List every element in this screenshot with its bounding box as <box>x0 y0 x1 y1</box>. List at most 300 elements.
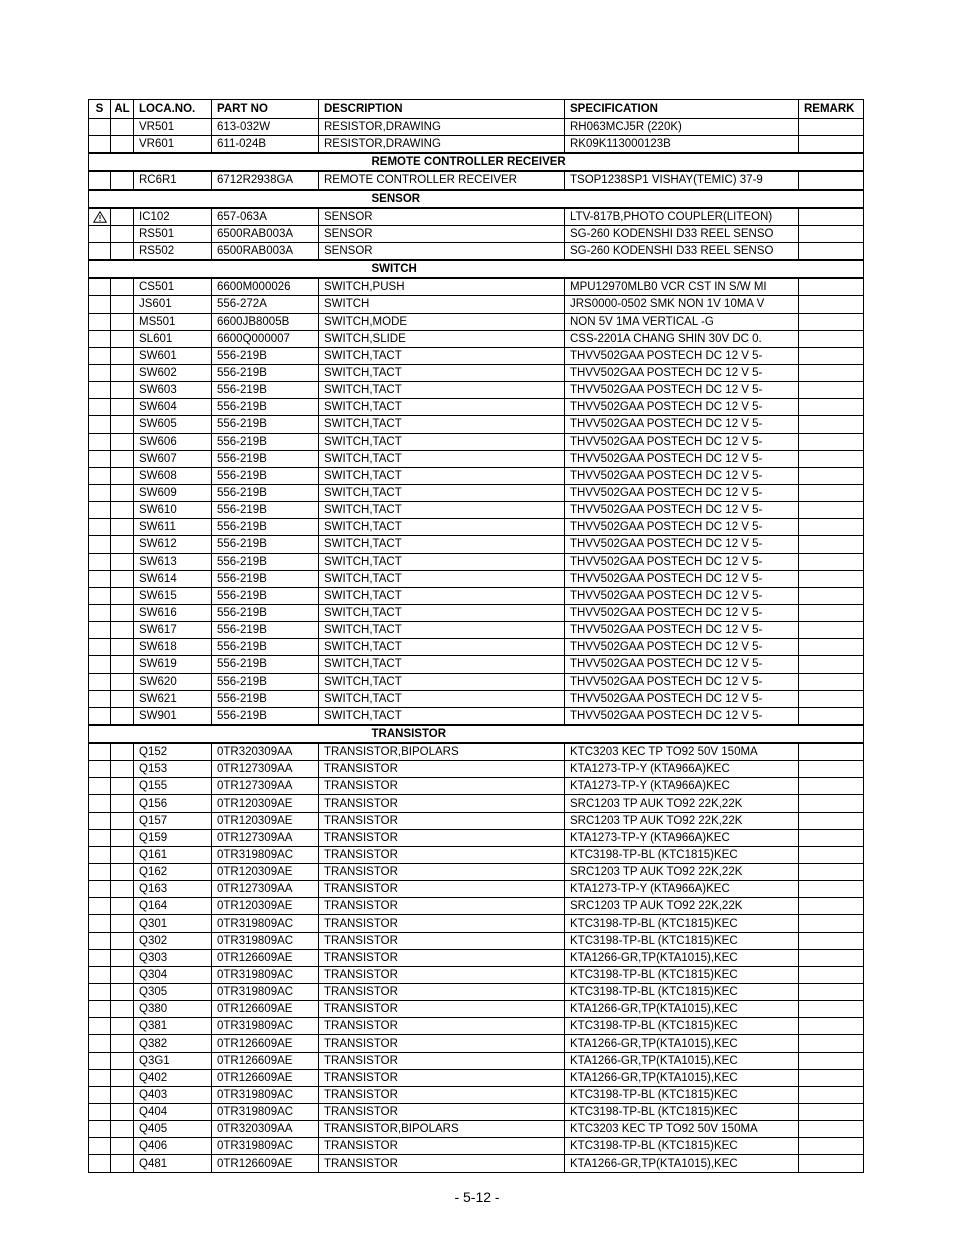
section-left-cell <box>89 725 134 743</box>
safety-cell <box>89 519 111 536</box>
loca-no-cell: SW618 <box>134 639 212 656</box>
table-row <box>89 347 864 364</box>
table-row <box>89 1035 864 1052</box>
al-cell <box>111 330 134 347</box>
specification-cell: THVV502GAA POSTECH DC 12 V 5- <box>565 604 799 621</box>
part-no-cell: 0TR319809AC <box>212 1104 319 1121</box>
safety-cell <box>89 690 111 707</box>
description-cell: TRANSISTOR <box>319 1138 565 1155</box>
safety-cell <box>89 966 111 983</box>
al-cell <box>111 707 134 725</box>
part-no-cell: 556-219B <box>212 484 319 501</box>
loca-no-cell: SW602 <box>134 364 212 381</box>
al-cell <box>111 347 134 364</box>
table-row <box>89 846 864 863</box>
al-cell <box>111 208 134 226</box>
specification-cell: THVV502GAA POSTECH DC 12 V 5- <box>565 364 799 381</box>
section-left-cell <box>89 190 134 208</box>
remark-cell <box>799 881 864 898</box>
specification-cell: SRC1203 TP AUK TO92 22K,22K <box>565 864 799 881</box>
specification-cell: THVV502GAA POSTECH DC 12 V 5- <box>565 484 799 501</box>
al-cell <box>111 829 134 846</box>
al-cell <box>111 313 134 330</box>
part-no-cell: 556-219B <box>212 622 319 639</box>
table-row <box>89 778 864 795</box>
loca-no-cell: IC102 <box>134 208 212 226</box>
specification-cell: THVV502GAA POSTECH DC 12 V 5- <box>565 536 799 553</box>
table-row <box>89 136 864 154</box>
part-no-cell: 0TR319809AC <box>212 984 319 1001</box>
table-row <box>89 1052 864 1069</box>
table-row <box>89 881 864 898</box>
loca-no-cell: CS501 <box>134 278 212 296</box>
table-row <box>89 639 864 656</box>
loca-no-cell: Q301 <box>134 915 212 932</box>
specification-cell: KTC3198-TP-BL (KTC1815)KEC <box>565 1086 799 1103</box>
section-left-cell <box>89 260 134 278</box>
safety-cell <box>89 225 111 242</box>
remark-cell <box>799 1138 864 1155</box>
loca-no-cell: VR601 <box>134 136 212 154</box>
loca-no-cell: Q3G1 <box>134 1052 212 1069</box>
loca-no-cell: JS601 <box>134 296 212 313</box>
description-cell: SWITCH,TACT <box>319 639 565 656</box>
warning-triangle-icon <box>93 211 107 223</box>
table-row <box>89 242 864 260</box>
specification-cell: KTC3203 KEC TP TO92 50V 150MA <box>565 1121 799 1138</box>
safety-cell <box>89 1155 111 1172</box>
al-cell <box>111 242 134 260</box>
safety-cell <box>89 119 111 136</box>
al-cell <box>111 119 134 136</box>
al-cell <box>111 673 134 690</box>
remark-cell <box>799 536 864 553</box>
remark-cell <box>799 1104 864 1121</box>
description-cell: SWITCH,TACT <box>319 484 565 501</box>
specification-cell: RK09K113000123B <box>565 136 799 154</box>
specification-cell: JRS0000-0502 SMK NON 1V 10MA V <box>565 296 799 313</box>
table-row <box>89 519 864 536</box>
description-cell: SWITCH,TACT <box>319 587 565 604</box>
table-row <box>89 313 864 330</box>
loca-no-cell: SL601 <box>134 330 212 347</box>
loca-no-cell: Q403 <box>134 1086 212 1103</box>
part-no-cell: 556-219B <box>212 519 319 536</box>
remark-cell <box>799 450 864 467</box>
part-no-cell: 556-219B <box>212 450 319 467</box>
al-cell <box>111 450 134 467</box>
loca-no-cell: Q302 <box>134 932 212 949</box>
table-row <box>89 949 864 966</box>
al-cell <box>111 932 134 949</box>
loca-no-cell: SW610 <box>134 502 212 519</box>
part-no-cell: 556-219B <box>212 399 319 416</box>
safety-cell <box>89 1001 111 1018</box>
part-no-cell: 0TR126609AE <box>212 1052 319 1069</box>
part-no-cell: 0TR320309AA <box>212 743 319 761</box>
safety-cell <box>89 536 111 553</box>
loca-no-cell: Q164 <box>134 898 212 915</box>
al-cell <box>111 364 134 381</box>
safety-cell <box>89 502 111 519</box>
description-cell: SWITCH,PUSH <box>319 278 565 296</box>
table-row <box>89 898 864 915</box>
part-no-cell: 556-219B <box>212 467 319 484</box>
remark-cell <box>799 1052 864 1069</box>
safety-cell <box>89 242 111 260</box>
section-left-cell <box>89 153 134 171</box>
part-no-cell: 6712R2938GA <box>212 171 319 189</box>
part-no-cell: 0TR120309AE <box>212 795 319 812</box>
safety-cell <box>89 330 111 347</box>
safety-cell <box>89 450 111 467</box>
description-cell: SWITCH,TACT <box>319 553 565 570</box>
description-cell: TRANSISTOR <box>319 1069 565 1086</box>
safety-cell <box>89 622 111 639</box>
al-cell <box>111 519 134 536</box>
description-cell: SWITCH,TACT <box>319 656 565 673</box>
loca-no-cell: SW609 <box>134 484 212 501</box>
remark-cell <box>799 570 864 587</box>
al-cell <box>111 399 134 416</box>
table-row <box>89 1138 864 1155</box>
remark-cell <box>799 622 864 639</box>
part-no-cell: 0TR127309AA <box>212 829 319 846</box>
loca-no-cell: Q155 <box>134 778 212 795</box>
safety-cell <box>89 171 111 189</box>
safety-cell <box>89 296 111 313</box>
safety-cell <box>89 1035 111 1052</box>
remark-cell <box>799 416 864 433</box>
part-no-cell: 6600M000026 <box>212 278 319 296</box>
header-part-no: PART NO <box>212 100 319 119</box>
table-row <box>89 761 864 778</box>
table-row <box>89 171 864 189</box>
safety-cell <box>89 949 111 966</box>
loca-no-cell: VR501 <box>134 119 212 136</box>
specification-cell: KTA1266-GR,TP(KTA1015),KEC <box>565 1052 799 1069</box>
loca-no-cell: SW611 <box>134 519 212 536</box>
safety-cell <box>89 553 111 570</box>
al-cell <box>111 604 134 621</box>
table-row <box>89 656 864 673</box>
safety-cell <box>89 208 111 226</box>
safety-cell <box>89 604 111 621</box>
description-cell: SENSOR <box>319 225 565 242</box>
specification-cell: KTC3198-TP-BL (KTC1815)KEC <box>565 915 799 932</box>
loca-no-cell: Q481 <box>134 1155 212 1172</box>
specification-cell: THVV502GAA POSTECH DC 12 V 5- <box>565 399 799 416</box>
specification-cell: RH063MCJ5R (220K) <box>565 119 799 136</box>
table-row <box>89 673 864 690</box>
description-cell: SWITCH,SLIDE <box>319 330 565 347</box>
part-no-cell: 0TR127309AA <box>212 778 319 795</box>
al-cell <box>111 949 134 966</box>
al-cell <box>111 690 134 707</box>
remark-cell <box>799 347 864 364</box>
table-row <box>89 119 864 136</box>
description-cell: RESISTOR,DRAWING <box>319 136 565 154</box>
specification-cell: NON 5V 1MA VERTICAL -G <box>565 313 799 330</box>
loca-no-cell: SW620 <box>134 673 212 690</box>
table-row <box>89 225 864 242</box>
loca-no-cell: Q405 <box>134 1121 212 1138</box>
description-cell: TRANSISTOR <box>319 1001 565 1018</box>
specification-cell: THVV502GAA POSTECH DC 12 V 5- <box>565 382 799 399</box>
specification-cell: CSS-2201A CHANG SHIN 30V DC 0. <box>565 330 799 347</box>
safety-cell <box>89 416 111 433</box>
loca-no-cell: SW614 <box>134 570 212 587</box>
table-row <box>89 450 864 467</box>
part-no-cell: 556-272A <box>212 296 319 313</box>
part-no-cell: 556-219B <box>212 433 319 450</box>
specification-cell: SG-260 KODENSHI D33 REEL SENSO <box>565 242 799 260</box>
safety-cell <box>89 347 111 364</box>
al-cell <box>111 761 134 778</box>
specification-cell: SRC1203 TP AUK TO92 22K,22K <box>565 898 799 915</box>
remark-cell <box>799 502 864 519</box>
loca-no-cell: SW612 <box>134 536 212 553</box>
loca-no-cell: RC6R1 <box>134 171 212 189</box>
table-row <box>89 743 864 761</box>
safety-cell <box>89 1052 111 1069</box>
specification-cell: THVV502GAA POSTECH DC 12 V 5- <box>565 502 799 519</box>
loca-no-cell: SW619 <box>134 656 212 673</box>
safety-cell <box>89 1104 111 1121</box>
safety-cell <box>89 1121 111 1138</box>
remark-cell <box>799 313 864 330</box>
safety-cell <box>89 1069 111 1086</box>
remark-cell <box>799 484 864 501</box>
table-row <box>89 570 864 587</box>
section-right-cell <box>799 153 864 171</box>
specification-cell: THVV502GAA POSTECH DC 12 V 5- <box>565 707 799 725</box>
remark-cell <box>799 690 864 707</box>
part-no-cell: 0TR319809AC <box>212 1086 319 1103</box>
page-number: - 5-12 - <box>454 1189 500 1205</box>
remark-cell <box>799 330 864 347</box>
table-row <box>89 1121 864 1138</box>
al-cell <box>111 1069 134 1086</box>
loca-no-cell: Q153 <box>134 761 212 778</box>
safety-cell <box>89 846 111 863</box>
loca-no-cell: Q156 <box>134 795 212 812</box>
part-no-cell: 6600JB8005B <box>212 313 319 330</box>
safety-cell <box>89 136 111 154</box>
table-row <box>89 296 864 313</box>
part-no-cell: 556-219B <box>212 570 319 587</box>
part-no-cell: 556-219B <box>212 364 319 381</box>
description-cell: SWITCH,MODE <box>319 313 565 330</box>
loca-no-cell: SW617 <box>134 622 212 639</box>
al-cell <box>111 743 134 761</box>
table-body <box>89 119 864 1173</box>
header-remark: REMARK <box>799 100 864 119</box>
specification-cell: THVV502GAA POSTECH DC 12 V 5- <box>565 690 799 707</box>
table-row <box>89 795 864 812</box>
part-no-cell: 556-219B <box>212 382 319 399</box>
remark-cell <box>799 171 864 189</box>
part-no-cell: 556-219B <box>212 690 319 707</box>
safety-cell <box>89 399 111 416</box>
remark-cell <box>799 604 864 621</box>
description-cell: TRANSISTOR <box>319 1052 565 1069</box>
table-header-row <box>89 100 864 119</box>
safety-cell <box>89 467 111 484</box>
loca-no-cell: Q381 <box>134 1018 212 1035</box>
part-no-cell: 0TR320309AA <box>212 1121 319 1138</box>
part-no-cell: 0TR126609AE <box>212 949 319 966</box>
description-cell: SWITCH,TACT <box>319 347 565 364</box>
loca-no-cell: SW608 <box>134 467 212 484</box>
al-cell <box>111 1035 134 1052</box>
section-right-cell <box>799 725 864 743</box>
specification-cell: KTA1266-GR,TP(KTA1015),KEC <box>565 1155 799 1172</box>
description-cell: TRANSISTOR,BIPOLARS <box>319 743 565 761</box>
part-no-cell: 6600Q000007 <box>212 330 319 347</box>
al-cell <box>111 778 134 795</box>
description-cell: SWITCH,TACT <box>319 450 565 467</box>
remark-cell <box>799 296 864 313</box>
part-no-cell: 556-219B <box>212 604 319 621</box>
specification-cell: THVV502GAA POSTECH DC 12 V 5- <box>565 416 799 433</box>
al-cell <box>111 1018 134 1035</box>
al-cell <box>111 171 134 189</box>
specification-cell: KTC3198-TP-BL (KTC1815)KEC <box>565 1138 799 1155</box>
loca-no-cell: Q404 <box>134 1104 212 1121</box>
loca-no-cell: SW901 <box>134 707 212 725</box>
specification-cell: THVV502GAA POSTECH DC 12 V 5- <box>565 519 799 536</box>
section-title: SENSOR <box>134 190 799 208</box>
remark-cell <box>799 949 864 966</box>
table-row <box>89 536 864 553</box>
description-cell: SENSOR <box>319 208 565 226</box>
description-cell: SWITCH,TACT <box>319 690 565 707</box>
section-right-cell <box>799 190 864 208</box>
table-row <box>89 966 864 983</box>
remark-cell <box>799 761 864 778</box>
remark-cell <box>799 208 864 226</box>
description-cell: TRANSISTOR <box>319 881 565 898</box>
part-no-cell: 556-219B <box>212 502 319 519</box>
section-header-row <box>89 153 864 171</box>
table-row <box>89 416 864 433</box>
al-cell <box>111 1052 134 1069</box>
specification-cell: THVV502GAA POSTECH DC 12 V 5- <box>565 622 799 639</box>
table-row <box>89 399 864 416</box>
al-cell <box>111 1155 134 1172</box>
remark-cell <box>799 587 864 604</box>
remark-cell <box>799 984 864 1001</box>
table-row <box>89 690 864 707</box>
table-row <box>89 622 864 639</box>
description-cell: TRANSISTOR <box>319 915 565 932</box>
description-cell: TRANSISTOR <box>319 1035 565 1052</box>
description-cell: TRANSISTOR <box>319 812 565 829</box>
table-row <box>89 1086 864 1103</box>
remark-cell <box>799 932 864 949</box>
remark-cell <box>799 1018 864 1035</box>
remark-cell <box>799 778 864 795</box>
description-cell: TRANSISTOR <box>319 1104 565 1121</box>
description-cell: SENSOR <box>319 242 565 260</box>
loca-no-cell: SW605 <box>134 416 212 433</box>
al-cell <box>111 639 134 656</box>
remark-cell <box>799 278 864 296</box>
specification-cell: KTA1266-GR,TP(KTA1015),KEC <box>565 1035 799 1052</box>
remark-cell <box>799 966 864 983</box>
safety-cell <box>89 778 111 795</box>
description-cell: SWITCH,TACT <box>319 467 565 484</box>
section-header-row <box>89 725 864 743</box>
description-cell: SWITCH,TACT <box>319 570 565 587</box>
header-loca-no: LOCA.NO. <box>134 100 212 119</box>
safety-cell <box>89 278 111 296</box>
specification-cell: KTC3198-TP-BL (KTC1815)KEC <box>565 1104 799 1121</box>
description-cell: SWITCH,TACT <box>319 536 565 553</box>
safety-cell <box>89 570 111 587</box>
part-no-cell: 0TR120309AE <box>212 812 319 829</box>
specification-cell: KTA1266-GR,TP(KTA1015),KEC <box>565 1069 799 1086</box>
al-cell <box>111 915 134 932</box>
description-cell: TRANSISTOR <box>319 795 565 812</box>
description-cell: SWITCH,TACT <box>319 707 565 725</box>
header-specification: SPECIFICATION <box>565 100 799 119</box>
remark-cell <box>799 898 864 915</box>
al-cell <box>111 382 134 399</box>
specification-cell: KTC3198-TP-BL (KTC1815)KEC <box>565 932 799 949</box>
al-cell <box>111 1138 134 1155</box>
al-cell <box>111 225 134 242</box>
section-right-cell <box>799 260 864 278</box>
remark-cell <box>799 829 864 846</box>
table-row <box>89 553 864 570</box>
section-title: SWITCH <box>134 260 799 278</box>
safety-cell <box>89 864 111 881</box>
remark-cell <box>799 1121 864 1138</box>
table-row <box>89 812 864 829</box>
specification-cell: THVV502GAA POSTECH DC 12 V 5- <box>565 673 799 690</box>
al-cell <box>111 587 134 604</box>
specification-cell: THVV502GAA POSTECH DC 12 V 5- <box>565 347 799 364</box>
loca-no-cell: Q157 <box>134 812 212 829</box>
description-cell: SWITCH,TACT <box>319 433 565 450</box>
specification-cell: KTA1273-TP-Y (KTA966A)KEC <box>565 829 799 846</box>
safety-cell <box>89 881 111 898</box>
remark-cell <box>799 656 864 673</box>
part-no-cell: 0TR120309AE <box>212 898 319 915</box>
table-row <box>89 932 864 949</box>
description-cell: TRANSISTOR <box>319 846 565 863</box>
table-row <box>89 278 864 296</box>
safety-cell <box>89 915 111 932</box>
loca-no-cell: RS501 <box>134 225 212 242</box>
specification-cell: KTC3198-TP-BL (KTC1815)KEC <box>565 846 799 863</box>
part-no-cell: 0TR319809AC <box>212 846 319 863</box>
remark-cell <box>799 1155 864 1172</box>
loca-no-cell: Q303 <box>134 949 212 966</box>
remark-cell <box>799 1001 864 1018</box>
loca-no-cell: Q380 <box>134 1001 212 1018</box>
description-cell: TRANSISTOR <box>319 1155 565 1172</box>
remark-cell <box>799 364 864 381</box>
table-row <box>89 1104 864 1121</box>
al-cell <box>111 467 134 484</box>
remark-cell <box>799 119 864 136</box>
description-cell: TRANSISTOR <box>319 778 565 795</box>
loca-no-cell: Q162 <box>134 864 212 881</box>
description-cell: SWITCH,TACT <box>319 519 565 536</box>
